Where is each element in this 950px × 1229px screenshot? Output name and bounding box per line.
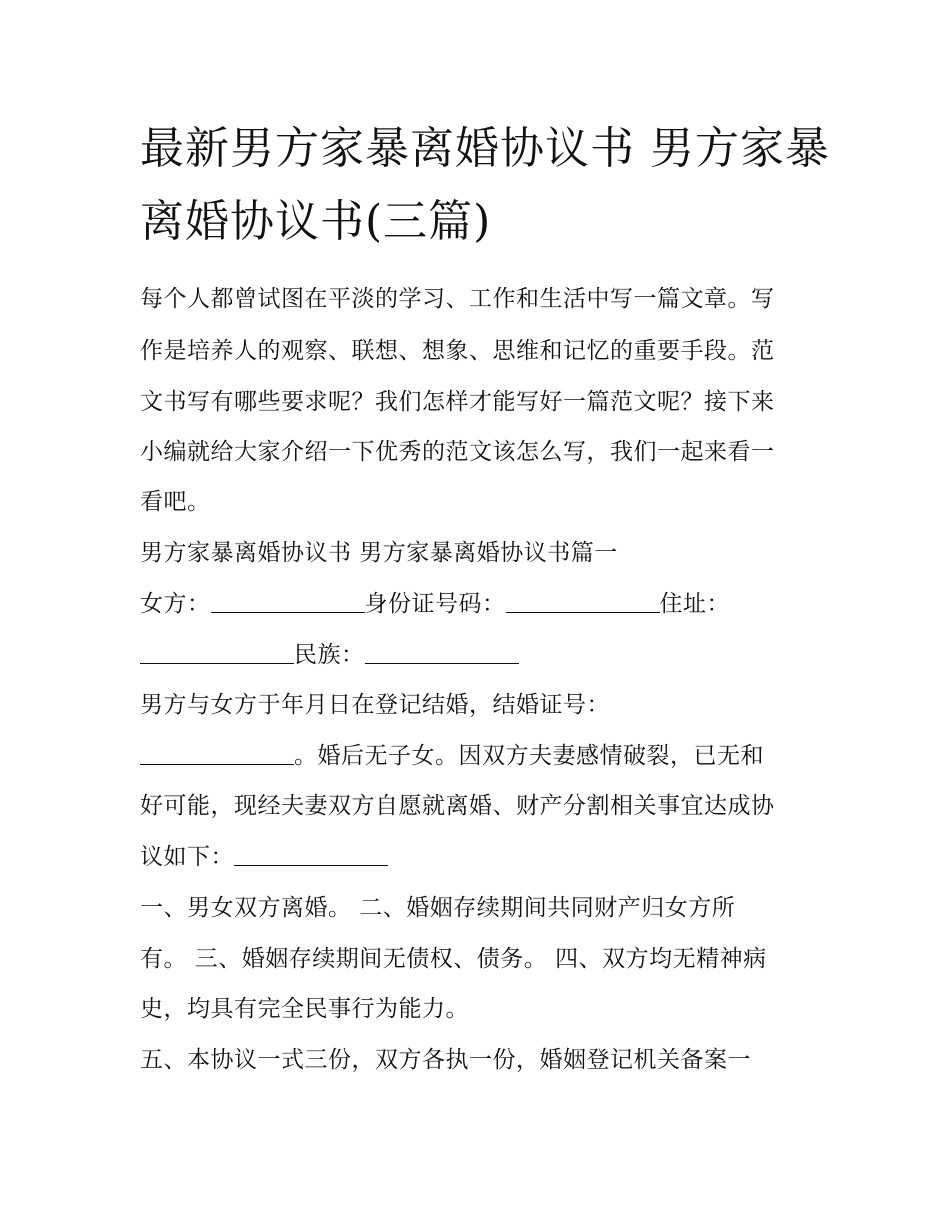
agreement-blank [234, 845, 388, 866]
intro-line-3: 文书写有哪些要求呢？我们怎样才能写好一篇范文呢？接下来 [140, 389, 775, 415]
intro-line-5: 看吧。 [140, 489, 211, 515]
id-number-label: 身份证号码： [364, 591, 506, 617]
body-line-1: 。婚后无子女。因双方夫妻感情破裂，已无和 [294, 743, 764, 769]
marriage-line: 男方与女方于年月日在登记结婚，结婚证号： [140, 692, 610, 718]
id-number-blank [506, 592, 660, 613]
address-label: 住址： [659, 591, 730, 617]
section-heading: 男方家暴离婚协议书 男方家暴离婚协议书篇一 [140, 540, 618, 566]
clause-line-4: 五、本协议一式三份，双方各执一份，婚姻登记机关备案一 [140, 1047, 751, 1073]
clause-line-1: 一、男女双方离婚。 二、婚姻存续期间共同财产归女方所 [140, 895, 736, 921]
clause-line-2: 有。 三、婚姻存续期间无债权、债务。 四、双方均无精神病 [140, 946, 767, 972]
intro-line-2: 作是培养人的观察、联想、想象、思维和记忆的重要手段。范 [140, 338, 775, 364]
body-line-2: 好可能，现经夫妻双方自愿就离婚、财产分割相关事宜达成协 [140, 793, 775, 819]
clause-line-3: 史，均具有完全民事行为能力。 [140, 996, 469, 1022]
body-line-3: 议如下： [140, 844, 234, 870]
female-label: 女方： [140, 591, 211, 617]
agreement-line [140, 842, 830, 872]
intro-line-1: 每个人都曾试图在平淡的学习、工作和生活中写一篇文章。写 [140, 286, 775, 312]
ethnicity-blank [365, 643, 519, 664]
intro-line-4: 小编就给大家介绍一下优秀的范文该怎么写，我们一起来看一 [140, 439, 775, 465]
certificate-number-blank [140, 744, 294, 765]
document-title: 最新男方家暴离婚协议书 男方家暴离婚协议书(三篇) [140, 123, 830, 247]
address-ethnicity-line [140, 640, 830, 670]
address-blank [140, 643, 294, 664]
ethnicity-label: 民族： [294, 642, 365, 668]
certificate-line [140, 741, 830, 771]
female-name-blank [211, 592, 365, 613]
party-info-line [140, 589, 830, 619]
